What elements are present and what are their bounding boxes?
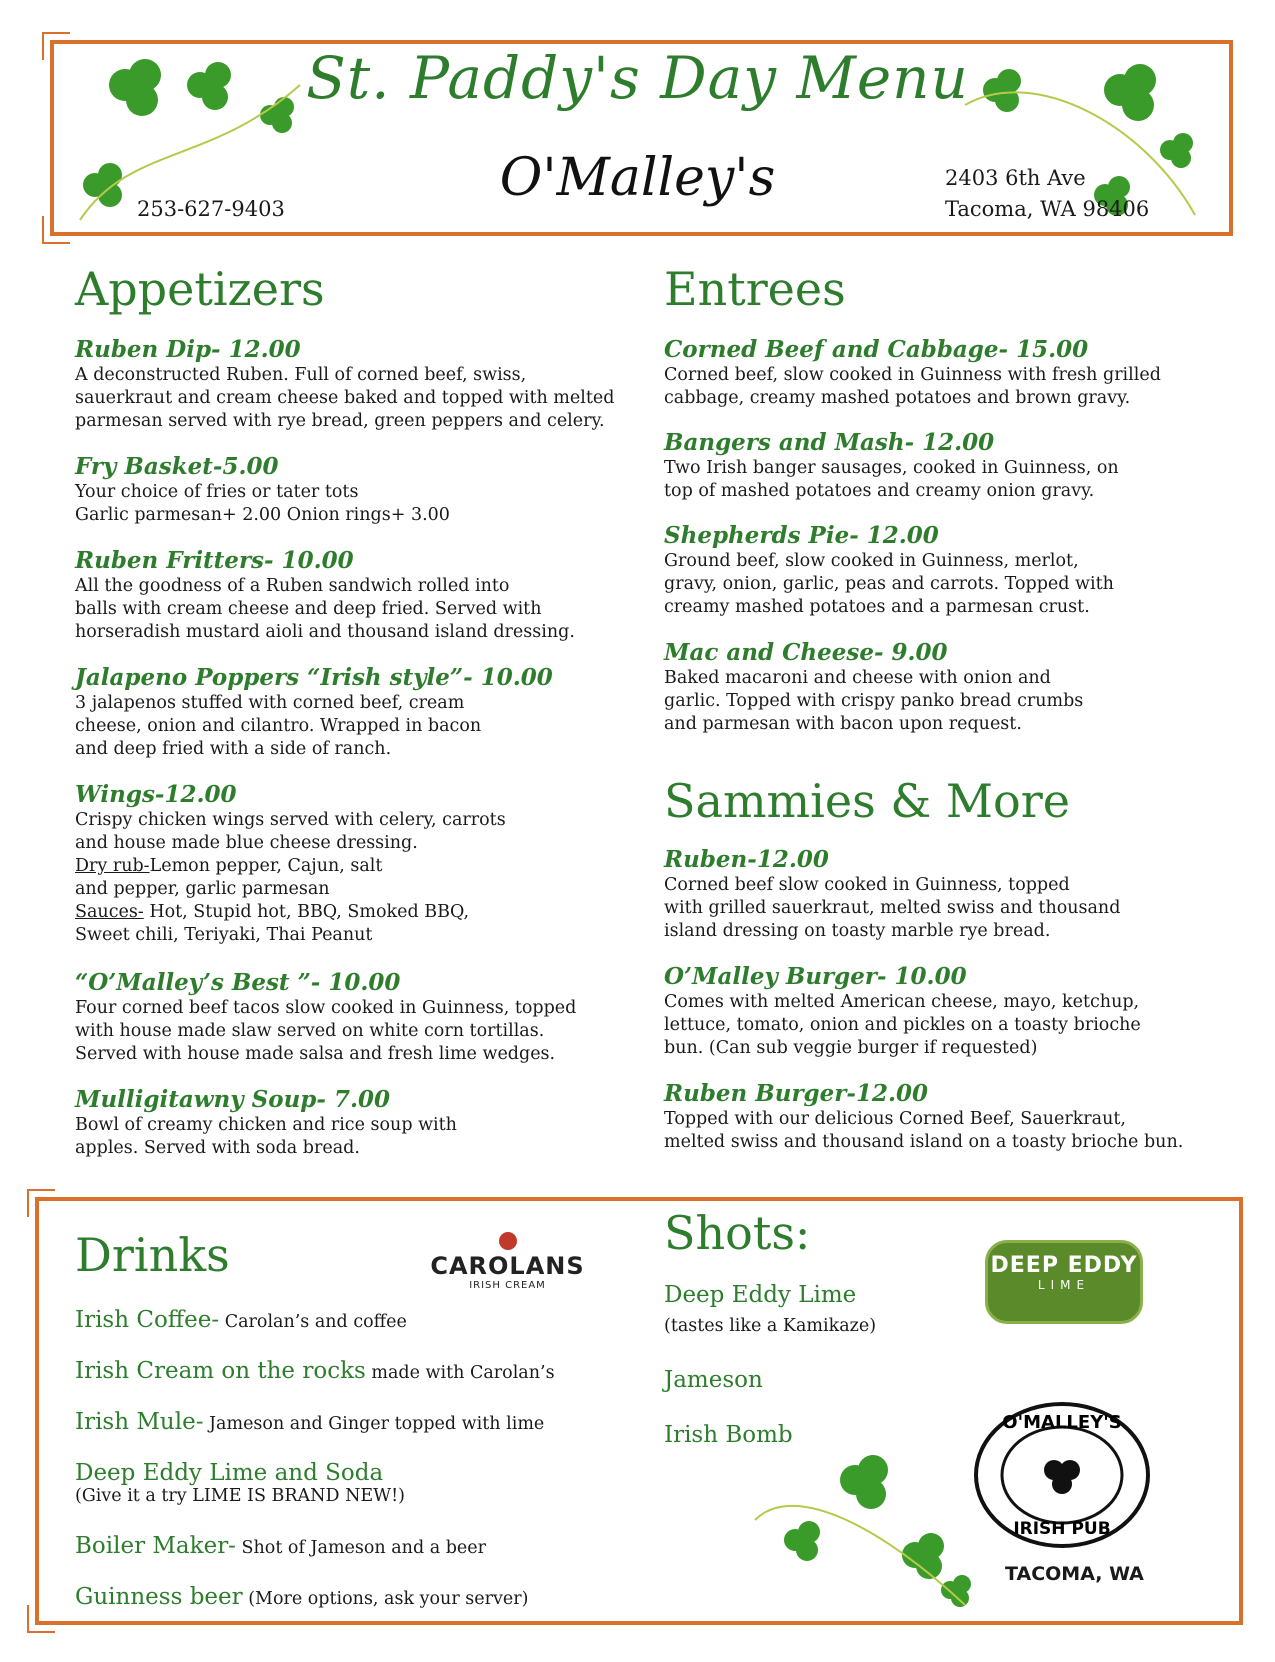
menu-item [664,1080,1224,1154]
item-desc: Topped with our delicious Corned Beef, Sauerkraut, melted swiss and thousand island on a toasty brioche bun. [664,1109,1184,1152]
item-name: Ruben-12.00 [664,846,829,873]
item-desc: Corned beef slow cooked in Guinness, topped with grilled sauerkraut, melted swiss and thousand island dressing on toasty marble rye bread. [664,875,1121,941]
drink-item [75,1460,405,1506]
item-name: “O’Malley’s Best ”- 10.00 [75,969,401,996]
entrees-heading: Entrees [664,262,846,316]
carolans-logo: CAROLANS IRISH CREAM [430,1232,585,1291]
item-desc: Crispy chicken wings served with celery, carrots and house made blue cheese dressing. [75,810,506,853]
item-name: Wings-12.00 [75,781,237,808]
sammies-heading: Sammies & More [664,774,1070,828]
drink-item [75,1533,486,1559]
drink-desc: (More options, ask your server) [242,1589,529,1609]
menu-item [75,336,635,433]
drink-item [75,1584,528,1610]
shamrock-decoration-bottom [735,1440,975,1610]
item-desc: Corned beef, slow cooked in Guinness with fresh grilled cabbage, creamy mashed potatoes and brown gravy. [664,365,1161,408]
item-name: Fry Basket-5.00 [75,453,279,480]
drink-desc: Jameson and Ginger topped with lime [203,1414,545,1434]
drink-name: Irish Coffee- [75,1307,220,1333]
drink-name: Deep Eddy Lime and Soda [75,1460,384,1486]
phone-number: 253-627-9403 [137,197,285,221]
carolans-emblem-icon [499,1232,517,1250]
address [945,163,1149,225]
menu-item [75,547,635,644]
item-desc: A deconstructed Ruben. Full of corned beef, swiss, sauerkraut and cream cheese baked and topped with melted parmesan served with rye bread, green peppers and celery. [75,365,615,431]
page-title: St. Paddy's Day Menu [306,44,969,112]
menu-item [75,453,635,527]
item-desc: 3 jalapenos stuffed with corned beef, cream cheese, onion and cilantro. Wrapped in bacon and deep fried with a side of ranch. [75,693,482,759]
menu-item [664,522,1224,619]
drink-name: Irish Mule- [75,1409,204,1435]
drink-desc: Carolan’s and coffee [219,1312,407,1332]
drink-name: Irish Cream on the rocks [75,1358,366,1384]
sauces-label: Sauces- [75,902,144,922]
drink-desc: made with Carolan’s [365,1363,555,1383]
address-line1: 2403 6th Ave [945,166,1086,190]
item-name: Ruben Dip- 12.00 [75,336,301,363]
badge-top-text: O'MALLEY'S [1002,1412,1122,1433]
item-desc: Bowl of creamy chicken and rice soup with apples. Served with soda bread. [75,1115,457,1158]
shot-name: Deep Eddy Lime [664,1282,857,1308]
item-name: Mulligitawny Soup- 7.00 [75,1086,390,1113]
dry-rub-options: Lemon pepper, Cajun, salt and pepper, garlic parmesan [75,856,383,899]
deep-eddy-logo: DEEP EDDY LIME [985,1240,1143,1324]
item-desc: Two Irish banger sausages, cooked in Guinness, on top of mashed potatoes and creamy onion gravy. [664,458,1119,501]
item-name: Jalapeno Poppers “Irish style”- 10.00 [75,664,553,691]
omalleys-pub-badge [972,1400,1152,1550]
item-desc: Four corned beef tacos slow cooked in Guinness, topped with house made slaw served on white corn tortillas. Served with house made salsa and fresh lime wedges. [75,998,577,1064]
item-name: Shepherds Pie- 12.00 [664,522,939,549]
shot-name: Irish Bomb [664,1422,793,1448]
drink-item [75,1307,407,1333]
item-desc: Comes with melted American cheese, mayo, ketchup, lettuce, tomato, onion and pickles on a toasty brioche bun. (Can sub veggie burger if requested) [664,992,1141,1058]
sauces-options: Hot, Stupid hot, BBQ, Smoked BBQ, Sweet chili, Teriyaki, Thai Peanut [75,902,470,945]
menu-item [75,969,635,1066]
menu-item [75,1086,635,1160]
badge-location: TACOMA, WA [1005,1563,1144,1585]
menu-item [664,429,1224,503]
item-name: O’Malley Burger- 10.00 [664,963,967,990]
menu-item [664,639,1224,736]
appetizers-heading: Appetizers [75,262,325,316]
menu-item [664,963,1224,1060]
address-line2: Tacoma, WA 98406 [945,197,1150,221]
item-name: Ruben Burger-12.00 [664,1080,928,1107]
restaurant-name: O'Malley's [499,148,776,208]
drink-item [75,1358,555,1384]
drink-name: Boiler Maker- [75,1533,236,1559]
item-name: Bangers and Mash- 12.00 [664,429,995,456]
shot-name: Jameson [664,1367,763,1393]
shots-heading: Shots: [664,1206,811,1260]
item-desc: All the goodness of a Ruben sandwich rolled into balls with cream cheese and deep fried. Served with horseradish mustard aioli and thousand island dressing. [75,576,575,642]
drink-item [75,1409,544,1435]
menu-item [664,846,1224,943]
menu-item [664,336,1224,410]
drink-desc: (Give it a try LIME IS BRAND NEW!) [75,1486,406,1506]
item-desc: Baked macaroni and cheese with onion and garlic. Topped with crispy panko bread crumbs and parmesan with bacon upon request. [664,668,1084,734]
drink-desc: Shot of Jameson and a beer [235,1538,486,1558]
drinks-heading: Drinks [75,1228,230,1282]
badge-bottom-text: IRISH PUB [1013,1519,1111,1539]
item-desc: Ground beef, slow cooked in Guinness, merlot, gravy, onion, garlic, peas and carrots. Topped with creamy mashed potatoes and a parmesan crust. [664,551,1114,617]
shot-note: (tastes like a Kamikaze) [664,1316,877,1336]
item-name: Corned Beef and Cabbage- 15.00 [664,336,1089,363]
menu-item-wings [75,781,635,947]
item-desc: Your choice of fries or tater tots Garlic parmesan+ 2.00 Onion rings+ 3.00 [75,482,450,525]
drink-name: Guinness beer [75,1584,243,1610]
dry-rub-label: Dry rub- [75,856,150,876]
item-name: Ruben Fritters- 10.00 [75,547,354,574]
item-name: Mac and Cheese- 9.00 [664,639,948,666]
menu-item [75,664,635,761]
